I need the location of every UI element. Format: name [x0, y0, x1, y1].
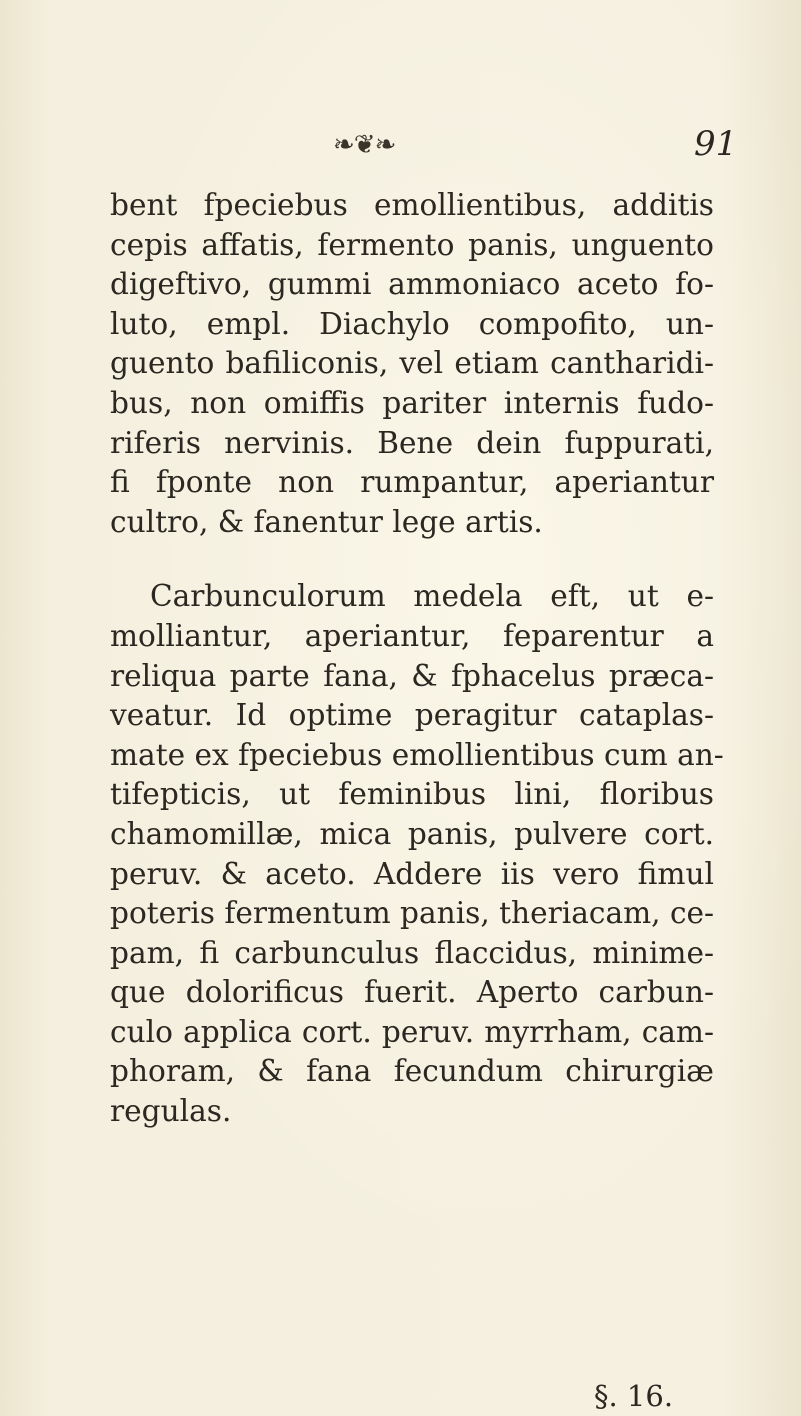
paragraph-spacer: [110, 542, 714, 577]
text-line: fi fponte non rumpantur, aperiantur: [110, 465, 714, 500]
text-line: cultro, & fanentur lege artis.: [110, 504, 543, 539]
text-line: mate ex fpeciebus emollientibus cum an-: [110, 737, 724, 772]
text-line: bent fpeciebus emollientibus, additis: [110, 188, 714, 222]
header-ornament: ❧❦❧: [333, 130, 396, 160]
text-line: reliqua parte fana, & fphacelus præca-: [110, 658, 714, 693]
paragraph-1: [110, 186, 714, 542]
section-mark: §. 16.: [594, 1379, 674, 1413]
text-line: phoram, & fana fecundum chirurgiæ: [110, 1054, 714, 1089]
text-line: que dolorificus fuerit. Aperto carbun-: [110, 975, 714, 1010]
text-line: Carbunculorum medela eft, ut e-: [150, 579, 714, 614]
text-line: culo applica cort. peruv. myrrham, cam-: [110, 1014, 714, 1049]
text-line: poteris fermentum panis, theriacam, ce-: [110, 896, 715, 931]
text-line: digeftivo, gummi ammoniaco aceto fo-: [110, 267, 714, 302]
text-line: guento bafiliconis, vel etiam cantharidi-: [110, 346, 714, 381]
running-header: [0, 120, 801, 170]
body-text: [110, 186, 724, 1132]
text-line: luto, empl. Diachylo compofito, un-: [110, 306, 714, 341]
text-line: pam, fi carbunculus flaccidus, minime-: [110, 935, 714, 970]
text-line: molliantur, aperiantur, feparentur a: [110, 618, 714, 653]
text-line: regulas.: [110, 1094, 232, 1129]
text-line: tifepticis, ut feminibus lini, floribus: [110, 777, 714, 812]
paragraph-2: [110, 577, 724, 1131]
text-line: peruv. & aceto. Addere iis vero fimul: [110, 856, 714, 891]
text-line: riferis nervinis. Bene dein fuppurati,: [110, 425, 714, 460]
text-line: bus, non omiffis pariter internis fudo-: [110, 385, 714, 420]
text-line: veatur. Id optime peragitur cataplas-: [110, 698, 714, 733]
text-line: chamomillæ, mica panis, pulvere cort.: [110, 816, 714, 851]
page-number: 91: [694, 124, 738, 164]
text-line: cepis affatis, fermento panis, unguento: [110, 227, 714, 262]
